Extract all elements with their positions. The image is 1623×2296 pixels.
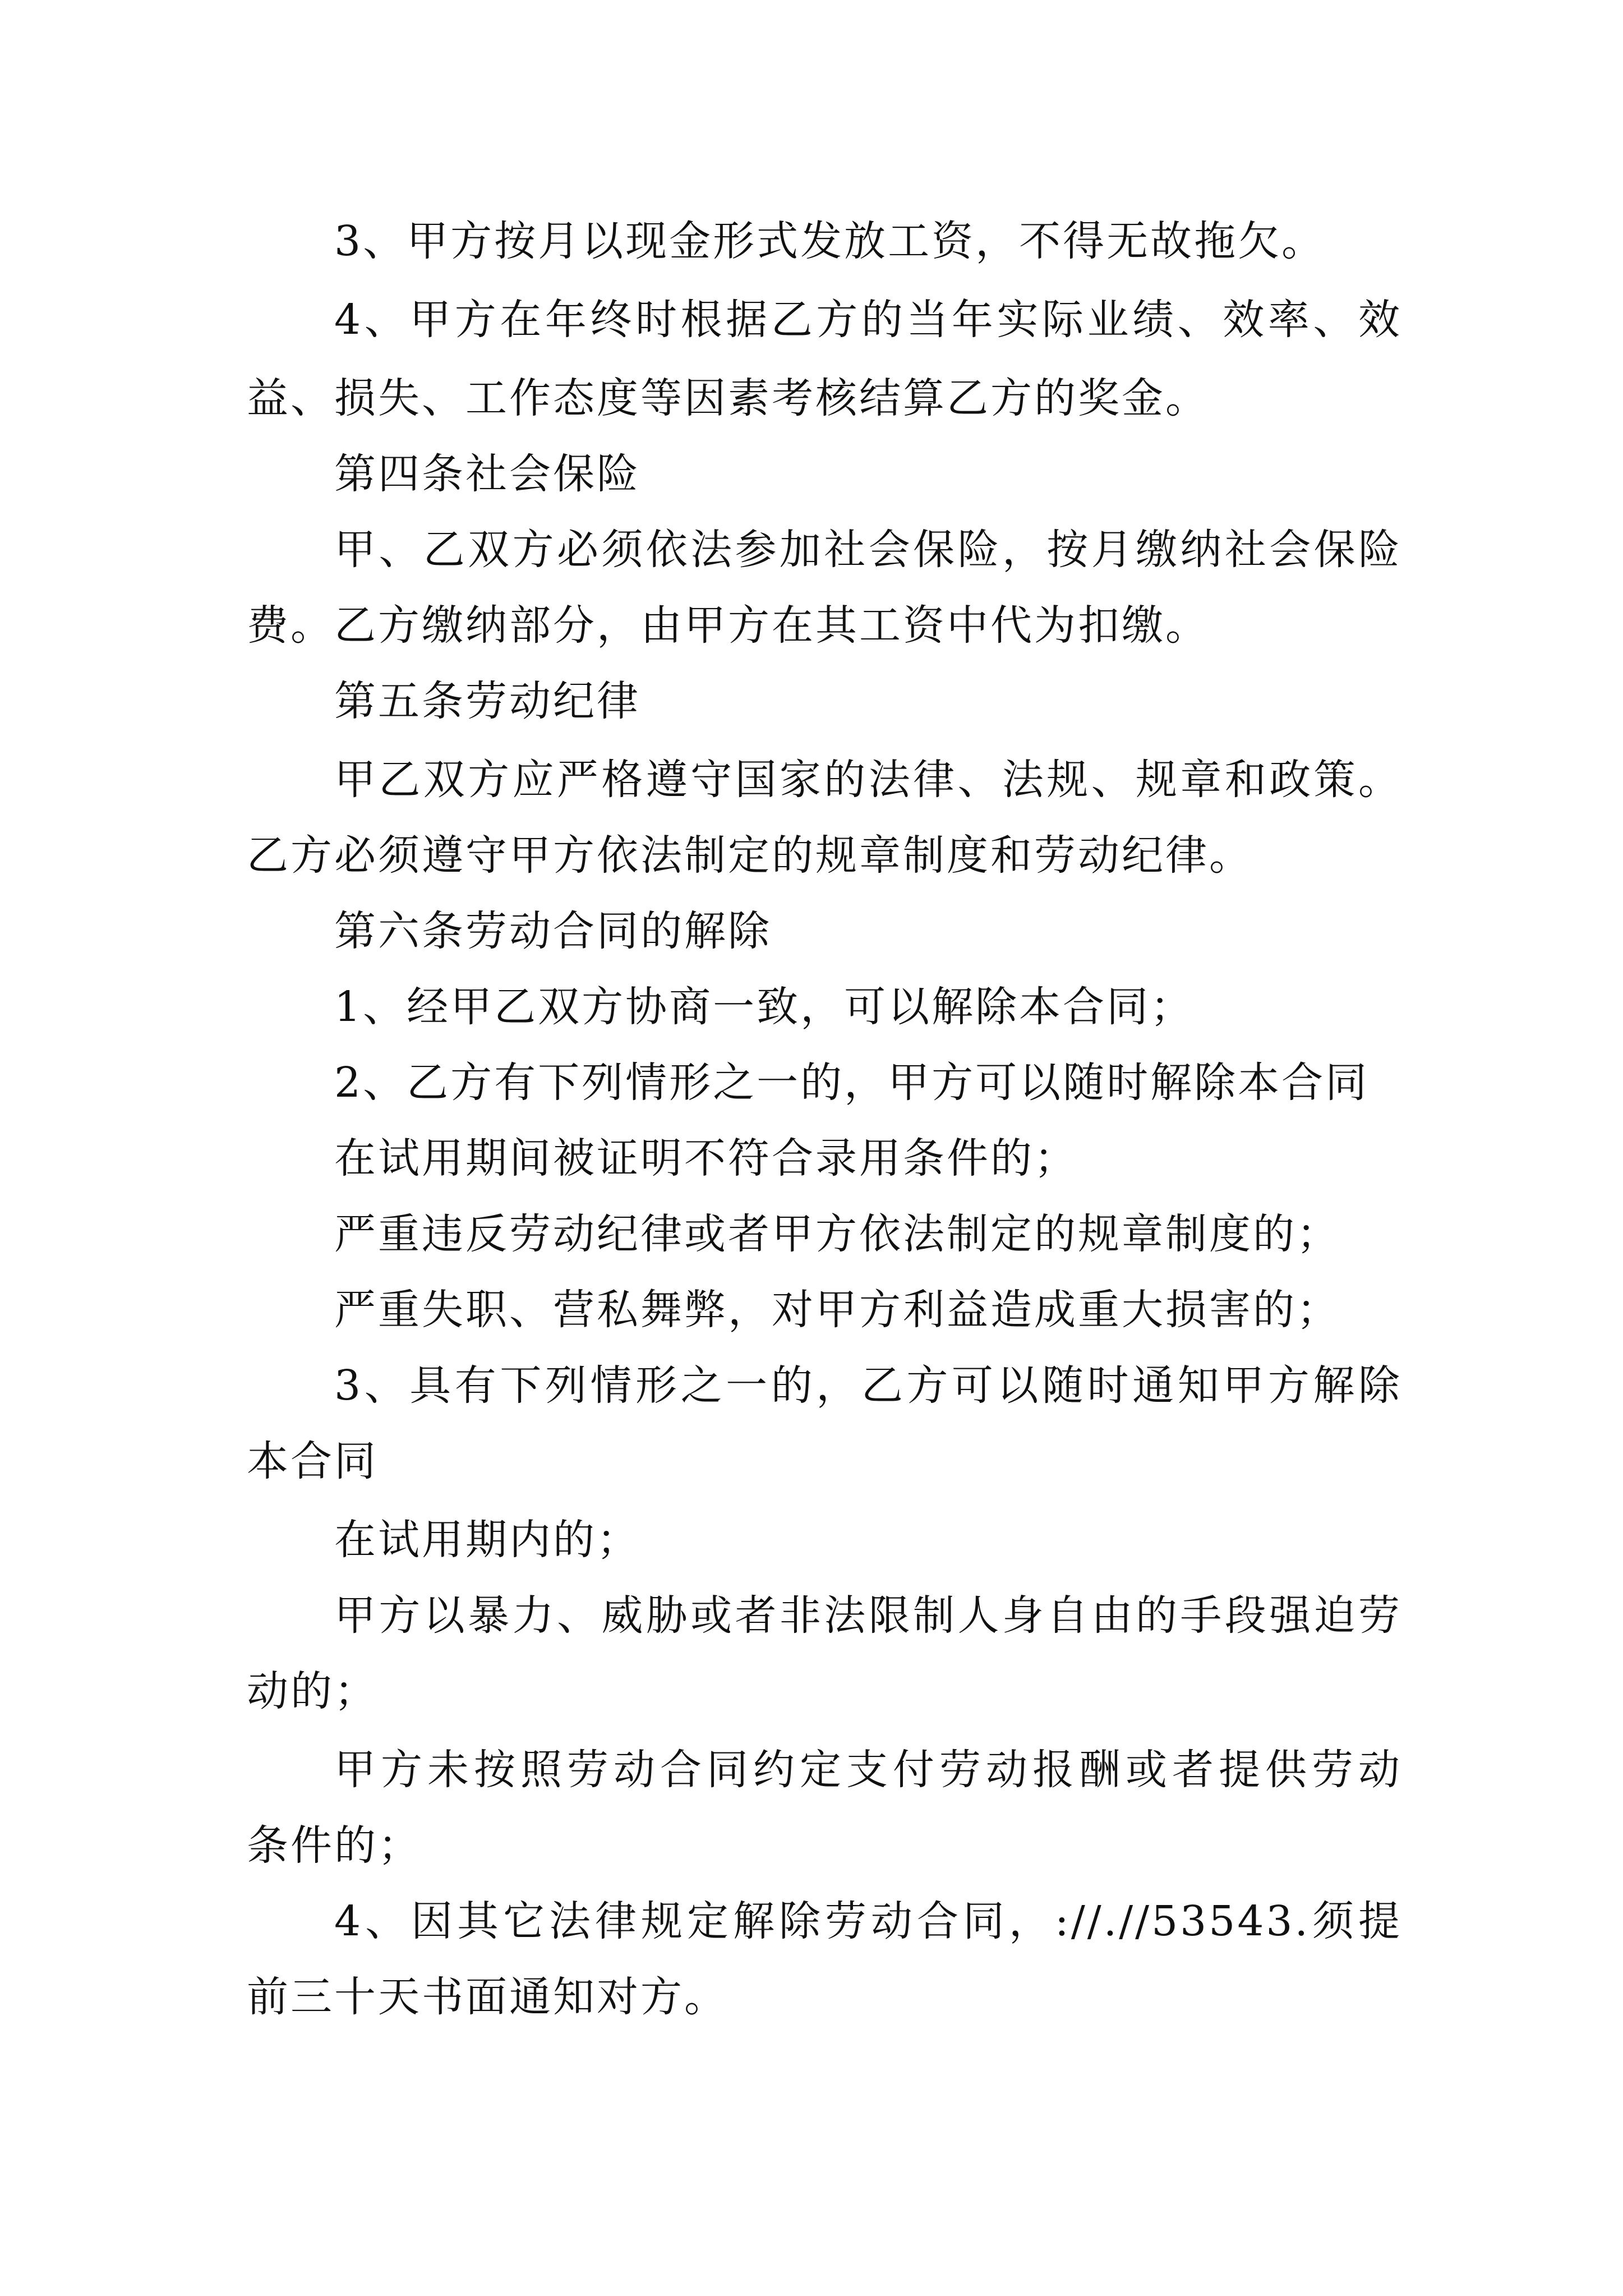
- paragraph-line: 4、因其它法律规定解除劳动合同，://.//53543.须提: [334, 1897, 1402, 1945]
- paragraph-line: 条件的；: [247, 1821, 422, 1870]
- paragraph-line: 本合同: [247, 1437, 378, 1485]
- section-heading: 第四条社会保险: [334, 450, 640, 498]
- paragraph-line: 2、乙方有下列情形之一的，甲方可以随时解除本合同: [334, 1059, 1370, 1107]
- paragraph-line: 前三十天书面通知对方。: [247, 1973, 728, 2021]
- paragraph-line: 3、具有下列情形之一的，乙方可以随时通知甲方解除: [334, 1361, 1402, 1410]
- paragraph-line: 在试用期内的；: [334, 1516, 640, 1564]
- paragraph-line: 乙方必须遵守甲方依法制定的规章制度和劳动纪律。: [247, 831, 1253, 880]
- paragraph-line: 动的；: [247, 1667, 378, 1715]
- paragraph-line: 益、损失、工作态度等因素考核结算乙方的奖金。: [247, 374, 1209, 422]
- section-heading: 第五条劳动纪律: [334, 677, 640, 725]
- paragraph-line: 甲方未按照劳动合同约定支付劳动报酬或者提供劳动: [334, 1746, 1402, 1794]
- paragraph-line: 甲乙双方应严格遵守国家的法律、法规、规章和政策。: [334, 756, 1402, 804]
- paragraph-line: 4、甲方在年终时根据乙方的当年实际业绩、效率、效: [334, 296, 1402, 344]
- paragraph-line: 甲、乙双方必须依法参加社会保险，按月缴纳社会保险: [334, 526, 1402, 574]
- paragraph-line: 3、甲方按月以现金形式发放工资，不得无故拖欠。: [334, 217, 1326, 265]
- section-heading: 第六条劳动合同的解除: [334, 907, 772, 955]
- paragraph-line: 严重违反劳动纪律或者甲方依法制定的规章制度的；: [334, 1210, 1340, 1258]
- paragraph-line: 甲方以暴力、威胁或者非法限制人身自由的手段强迫劳: [334, 1591, 1402, 1640]
- paragraph-line: 在试用期间被证明不符合录用条件的；: [334, 1134, 1078, 1182]
- paragraph-line: 1、经甲乙双方协商一致，可以解除本合同；: [334, 983, 1195, 1031]
- paragraph-line: 费。乙方缴纳部分，由甲方在其工资中代为扣缴。: [247, 601, 1209, 650]
- paragraph-line: 严重失职、营私舞弊，对甲方利益造成重大损害的；: [334, 1286, 1340, 1334]
